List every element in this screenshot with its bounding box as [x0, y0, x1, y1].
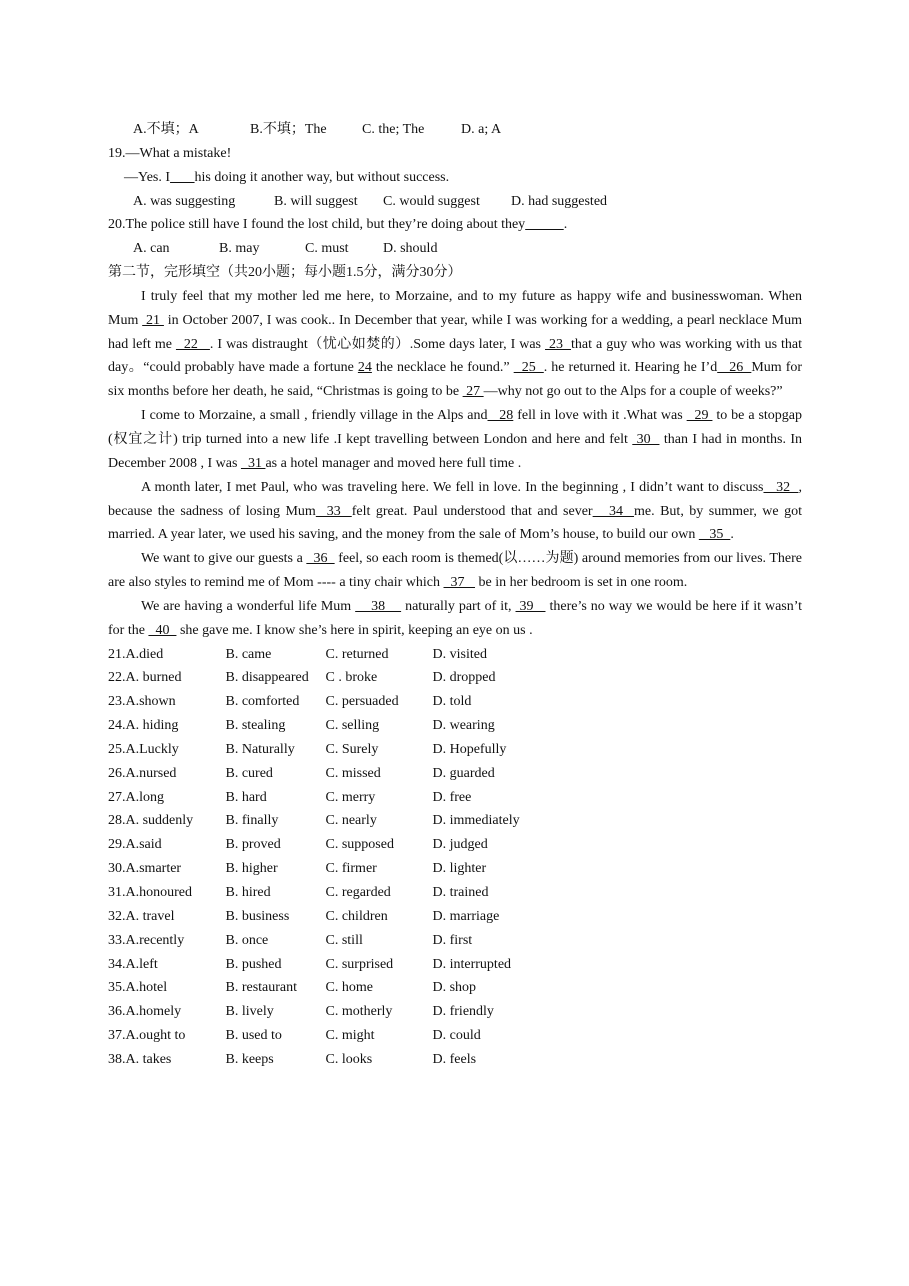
answer-option-d: D. Hopefully: [432, 741, 507, 757]
question-number: 25.: [108, 741, 126, 757]
q19-reply-pre: —Yes. I: [124, 169, 171, 185]
answer-option-c: C. Surely: [325, 741, 379, 757]
answer-row-35: [108, 976, 802, 1000]
answer-row-23: [108, 690, 802, 714]
answer-option-b: B. pushed: [225, 956, 282, 972]
question-number: 29.: [108, 837, 126, 853]
answer-options-list: [108, 643, 802, 1072]
q19-option-d: D. had suggested: [511, 193, 608, 209]
passage-text: feel, so each room is themed(以……为题) around memories from our lives. There are also styles to remind me of Mom ---- a tiny chair which: [108, 551, 803, 591]
cloze-blank-37: 37: [443, 575, 476, 591]
q19-option-b: B. will suggest: [274, 193, 358, 209]
answer-option-b: B. stealing: [225, 718, 286, 734]
answer-option-b: B. hard: [225, 789, 267, 805]
question-number: 32.: [108, 908, 126, 924]
answer-option-d: D. marriage: [432, 908, 500, 924]
q19-option-a: A. was suggesting: [133, 193, 236, 209]
question-number: 33.: [108, 932, 126, 948]
passage-text: —why not go out to the Alps for a couple of weeks?”: [483, 384, 783, 400]
answer-option-c: C. children: [325, 908, 388, 924]
cloze-blank-28: 28: [487, 408, 514, 424]
cloze-blank-30: 30: [632, 431, 660, 447]
answer-option-a: A.homely: [125, 1004, 182, 1020]
question-number: 26.: [108, 765, 126, 781]
answer-option-a: A.shown: [125, 694, 176, 710]
cloze-blank-35: 35: [698, 527, 731, 543]
answer-option-c: C. merry: [325, 789, 376, 805]
answer-row-26: [108, 762, 802, 786]
passage-text: Mum for six months before her death, he said, “Christmas is going to be: [108, 360, 803, 400]
passage-text: she gave me. I know she’s here in spirit, keeping an eye on us .: [176, 622, 533, 638]
answer-option-c: C . broke: [325, 670, 378, 686]
cloze-blank-23: 23: [545, 336, 571, 352]
answer-option-d: D. visited: [432, 646, 487, 662]
passage-text: I come to Morzaine, a small , friendly village in the Alps and: [141, 408, 488, 424]
answer-row-30: [108, 857, 802, 881]
answer-option-d: D. guarded: [432, 765, 495, 781]
cloze-blank-21: 21: [142, 312, 164, 328]
passage-text: than I had in months. In December 2008 , I was: [108, 431, 802, 471]
passage-paragraph-5: [108, 595, 802, 643]
passage-paragraph-3: [108, 476, 802, 548]
q18-option-a: A.不填；A: [133, 122, 199, 137]
cloze-blank-36: 36: [306, 551, 335, 567]
answer-option-c: C. supposed: [325, 837, 394, 853]
passage-text: be in her bedroom is set in one room.: [475, 575, 688, 591]
cloze-blank-40: 40: [148, 622, 177, 638]
answer-option-b: B. restaurant: [225, 980, 298, 996]
passage-text: there’s no way we would be here if it wasn’t for the: [108, 598, 803, 638]
passage-text: .: [730, 527, 734, 543]
answer-option-a: A.said: [125, 837, 162, 853]
passage-text: the necklace he found.”: [371, 360, 514, 376]
answer-option-a: A. burned: [125, 670, 182, 686]
passage-paragraph-4: [108, 547, 802, 595]
answer-option-c: C. regarded: [325, 885, 391, 900]
answer-option-d: D. friendly: [432, 1004, 494, 1020]
answer-option-a: A. hiding: [125, 718, 179, 734]
answer-option-b: B. higher: [225, 861, 278, 877]
answer-option-b: B. keeps: [225, 1051, 274, 1067]
answer-option-a: A.left: [125, 956, 158, 972]
passage-text: We are having a wonderful life Mum: [141, 598, 356, 614]
q20-stem-text: 20.The police still have I found the lost child, but they’re doing about they: [108, 217, 526, 233]
answer-row-25: [108, 738, 802, 762]
answer-row-34: [108, 953, 802, 977]
answer-option-d: D. trained: [432, 885, 489, 900]
answer-option-d: D. interrupted: [432, 956, 512, 972]
answer-option-d: D. judged: [432, 837, 488, 853]
passage-text: to be a stopgap (权宜之计) trip turned into a new life .I kept travelling between London and here and felt: [108, 408, 803, 447]
cloze-blank-25: 25: [513, 360, 544, 376]
answer-option-b: B. finally: [225, 813, 279, 829]
passage-text: A month later, I met Paul, who was traveling here. We fell in love. In the beginning , I didn’t want to discuss: [141, 479, 764, 495]
passage-text: felt great. Paul understood that and sever: [351, 503, 593, 519]
section-title: 第二节，完形填空（共20小题；每小题1.5分，满分30分）: [108, 265, 462, 281]
cloze-blank-22: 22: [175, 336, 210, 352]
answer-option-d: D. lighter: [432, 861, 487, 877]
q20-option-b: B. may: [219, 241, 260, 257]
answer-option-d: D. immediately: [432, 813, 520, 829]
question-number: 30.: [108, 861, 126, 877]
question-number: 28.: [108, 813, 126, 829]
answer-row-36: [108, 1000, 802, 1024]
answer-row-29: [108, 833, 802, 857]
passage-text: naturally part of it,: [401, 598, 516, 614]
passage-text: fell in love with it .What was: [513, 408, 687, 424]
answer-row-33: [108, 929, 802, 953]
answer-row-27: [108, 786, 802, 810]
passage-paragraph-2: [108, 404, 802, 476]
answer-row-31: [108, 881, 802, 905]
answer-option-c: C. surprised: [325, 956, 394, 972]
question-number: 35.: [108, 980, 126, 996]
cloze-blank-27: 27: [462, 384, 484, 400]
cloze-blank-38: 38: [355, 598, 402, 614]
answer-option-c: C. missed: [325, 765, 381, 781]
q19-blank: [170, 170, 195, 185]
q19-stem: 19.—What a mistake!: [108, 145, 232, 161]
question-number: 22.: [108, 670, 126, 686]
answer-option-a: A.hotel: [125, 980, 168, 996]
question-number: 24.: [108, 718, 126, 734]
answer-option-d: D. dropped: [432, 670, 496, 686]
cloze-blank-31: 31: [240, 455, 266, 471]
question-number: 37.: [108, 1028, 126, 1044]
q20-stem-end: .: [563, 217, 568, 233]
answer-option-b: B. comforted: [225, 694, 300, 710]
answer-row-37: [108, 1024, 802, 1048]
q18-option-b: B.不填；The: [250, 122, 327, 137]
cloze-blank-24: 24: [357, 360, 372, 376]
question-number: 21.: [108, 646, 126, 662]
answer-option-d: D. feels: [432, 1051, 477, 1067]
passage-text: as a hotel manager and moved here full time .: [265, 455, 522, 471]
answer-option-b: B. disappeared: [225, 670, 309, 686]
q20-option-a: A. can: [133, 241, 170, 257]
answer-option-a: A.smarter: [125, 861, 182, 877]
answer-option-d: D. shop: [432, 980, 477, 996]
answer-option-c: C. looks: [325, 1051, 373, 1067]
answer-option-d: D. free: [432, 789, 472, 805]
q20-option-c: C. must: [305, 241, 349, 257]
answer-row-38: [108, 1048, 802, 1072]
q18-option-c: C. the; The: [362, 122, 425, 137]
answer-option-d: D. could: [432, 1028, 481, 1044]
answer-option-a: A.nursed: [125, 765, 177, 781]
answer-option-a: A. suddenly: [125, 813, 194, 829]
cloze-blank-26: 26: [717, 360, 752, 376]
q19-reply: [108, 166, 802, 190]
answer-row-32: [108, 905, 802, 929]
answer-row-24: [108, 714, 802, 738]
answer-option-c: C. still: [325, 932, 363, 948]
cloze-blank-32: 32: [763, 479, 799, 495]
answer-option-c: C. persuaded: [325, 694, 399, 710]
q18-option-d: D. a; A: [461, 122, 502, 137]
answer-option-c: C. home: [325, 980, 373, 996]
cloze-blank-34: 34: [592, 503, 635, 519]
answer-option-c: C. might: [325, 1028, 375, 1044]
passage-text: , because the sadness of losing Mum: [108, 479, 802, 519]
q20-blank: [525, 217, 564, 232]
question-number: 23.: [108, 694, 126, 710]
answer-option-d: D. wearing: [432, 718, 495, 734]
answer-option-b: B. proved: [225, 837, 281, 853]
q19-option-c: C. would suggest: [383, 193, 480, 209]
passage-paragraph-1: [108, 285, 802, 404]
answer-option-a: A.recently: [125, 932, 185, 948]
answer-row-22: [108, 666, 802, 690]
passage-text: We want to give our guests a: [141, 551, 307, 567]
answer-option-c: C. firmer: [325, 861, 377, 877]
passage-text: . I was distraught（忧心如焚的）.Some days later, I was: [209, 336, 546, 352]
answer-option-a: A.ought to: [125, 1028, 186, 1044]
answer-option-a: A.Luckly: [125, 741, 179, 757]
passage-text: in October 2007, I was cook.. In December that year, while I was working for a wedding, a pearl necklace Mum had left me: [108, 312, 802, 352]
q20-stem: [108, 213, 802, 237]
question-number: 31.: [108, 885, 126, 900]
question-number: 38.: [108, 1051, 126, 1067]
answer-option-a: A.long: [125, 789, 164, 805]
q20-options: [108, 237, 802, 261]
question-number: 36.: [108, 1004, 126, 1020]
answer-option-a: A. travel: [125, 908, 175, 924]
passage-text: I truly feel that my mother led me here, to Morzaine, and to my future as happy wife and businesswoman. When Mum: [108, 288, 802, 328]
q19-options: [108, 190, 802, 214]
answer-option-b: B. used to: [225, 1028, 282, 1044]
answer-option-b: B. came: [225, 646, 272, 662]
q20-option-d: D. should: [383, 241, 438, 257]
cloze-passage: [108, 285, 802, 643]
answer-option-c: C. nearly: [325, 813, 377, 829]
answer-option-b: B. business: [225, 908, 290, 924]
question-number: 27.: [108, 789, 126, 805]
answer-option-b: B. Naturally: [225, 741, 295, 757]
answer-option-b: B. cured: [225, 765, 273, 781]
answer-option-b: B. lively: [225, 1004, 274, 1020]
question-number: 34.: [108, 956, 126, 972]
answer-option-b: B. once: [225, 932, 269, 948]
answer-option-a: A.died: [125, 646, 164, 662]
answer-option-b: B. hired: [225, 885, 271, 900]
answer-option-c: C. motherly: [325, 1004, 393, 1020]
passage-text: me. But, by summer, we got married. A year later, we used his saving, and the money from the sale of Mom’s house, to build our own: [108, 503, 803, 543]
passage-text: . he returned it. Hearing he I’d: [543, 360, 718, 376]
q19-reply-post: his doing it another way, but without success.: [194, 169, 450, 185]
answer-row-28: [108, 809, 802, 833]
answer-row-21: [108, 643, 802, 667]
q18-options: [108, 118, 802, 142]
cloze-blank-33: 33: [315, 503, 352, 519]
cloze-blank-29: 29: [686, 408, 713, 424]
answer-option-a: A.honoured: [125, 885, 192, 900]
answer-option-a: A. takes: [125, 1051, 172, 1067]
passage-text: that a guy who was working with us that day。“could probably have made a fortune: [108, 336, 803, 376]
answer-option-d: D. told: [432, 694, 472, 710]
answer-option-d: D. first: [432, 932, 473, 948]
answer-option-c: C. returned: [325, 646, 389, 662]
cloze-blank-39: 39: [515, 598, 546, 614]
answer-option-c: C. selling: [325, 718, 380, 734]
